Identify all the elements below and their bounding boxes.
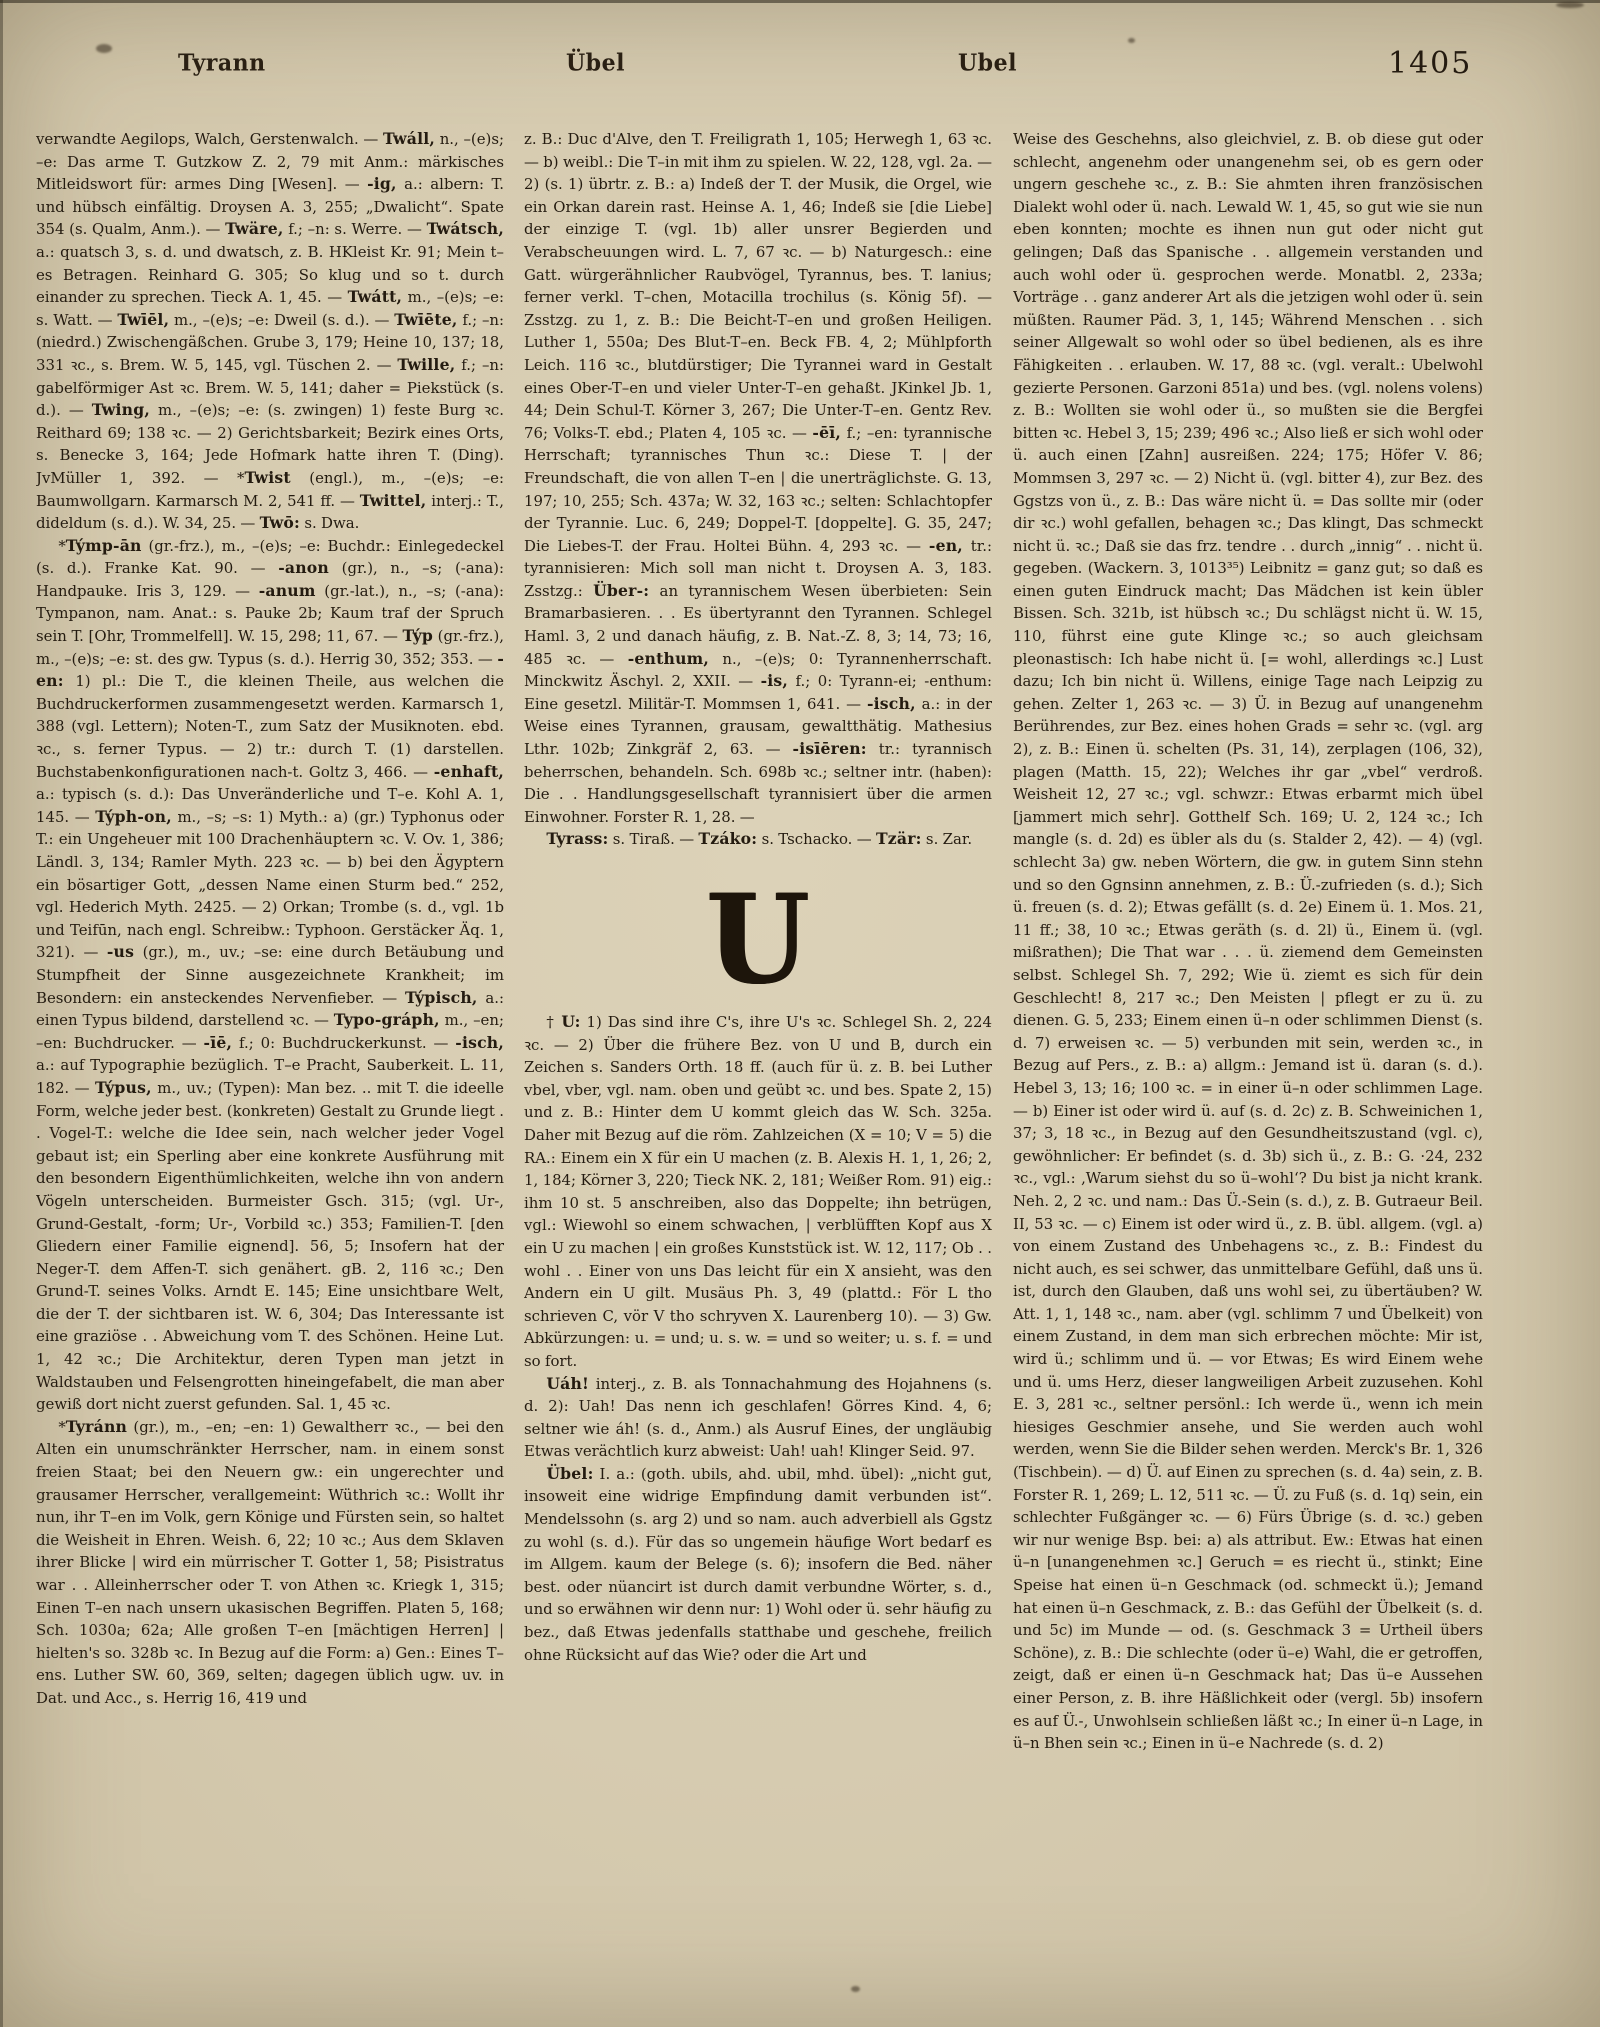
text-run: f.; –n: (niedrd.) Zwischengäßchen. Grube 3, 179; Heine 10, 137; 18, 331 ꝛc., s. Brem. W. 5, 145, vgl. Tüschen 2. — [36,310,504,374]
text-run: n., –(e)s; –e: Das arme T. Gutzkow Z. 2, 79 mit Anm.: märkisches Mitleidswort für: armes Ding [Wesen]. — [36,130,504,194]
headword: Tzáko: [698,829,758,849]
headword: Twátsch, [426,219,504,239]
scan-speck [1556,2,1584,8]
headword: -isch, [455,1032,504,1052]
text-run: interj., z. B. als Tonnachahmung des Hojahnens (s. d. 2): Uah! Das nenn ich geschlafen! Görres Kind. 4, 6; seltner wie áh! (s. d., Anm.) als Ausruf Eines, der ungläubig Etwas verächtlich kurz abweist: Uah! uah! Klinger Seid. 97. [524,1374,992,1461]
text-run: m., –(e)s; –e: s. Watt. — [36,288,504,329]
text-run: m., uv.; (Typen): Man bez. .. mit T. die ideelle Form, welche jeder best. (konkreten) Gestalt zu Grunde liegt . . Vogel-T.: welche die Idee sein, nach welcher jeder Vogel gebaut ist; ein Sperling aber eine konkrete Ausführung mit den besondern Eigenthümlichkeiten, welche ihn von andern Vögeln unterscheiden. Burmeister Gsch. 315; (vgl. Ur-, Grund-Gestalt, -form; Ur-, Vorbild ꝛc.) 353; Familien-T. [den Gliedern einer Familie eignend]. 56, 5; Insofern hat der Neger-T. dem Affen-T. sich genähert. gB. 2, 116 ꝛc.; Den Grund-T. seines Volks. Arndt E. 145; Eine unsichtbare Welt, die der T. der sichtbaren ist. W. 6, 304; Das Interessante ist eine graziöse . . Abweichung vom T. des Schönen. Heine Lut. 1, 42 ꝛc.; Die Architektur, deren Typen man jetzt in Waldstauben und Felsengrotten hineingefabelt, die man aber gewiß dort nicht zuerst gefunden. Sal. 1, 45 ꝛc. [36,1078,504,1414]
headword: Týpisch, [404,987,478,1007]
scan-edge-left [0,0,3,2027]
headword: Übel: [546,1463,594,1483]
text-run: z. B.: Duc d'Alve, den T. Freiligrath 1, 105; Herwegh 1, 63 ꝛc. — b) weibl.: Die T–in mit ihm zu spielen. W. 22, 128, vgl. 2a. — 2) (s. 1) übrtr. z. B.: a) Indeß der T. der Musik, die Orgel, wie ein Orkan darein rast. Heinse A. 1, 46; Indeß sie [die Liebe] der einzige T. (vgl. 1b) aller unsrer Begierden und Verabscheuungen wird. L. 7, 67 ꝛc. — b) Naturgesch.: eine Gatt. würgerähnlicher Raubvögel, Tyrannus, bes. T. lanius; ferner verkl. T–chen, Motacilla trochilus (s. König 5f). — Zsstzg. zu 1, z. B.: Die Beicht-T–en und großen Heiligen. Luther 1, 550a; Des Blut-T–en. Beck FB. 4, 2; Mühlpforth Leich. 116 ꝛc., blutdürstiger; Die Tyrannei ward in Gestalt eines Ober-T–en und vieler Unter-T–en gehaßt. JKinkel Jb. 1, 44; Dein Schul-T. Körner 3, 267; Die Unter-T–en. Gentz Rev. 76; Volks-T. ebd.; Platen 4, 105 ꝛc. — [524,130,992,442]
text-run: m., –s; –s: 1) Myth.: a) (gr.) Typhonus oder T.: ein Ungeheuer mit 100 Drachenhäuptern ꝛc. V. Ov. 1, 386; Ländl. 3, 134; Ramler Myth. 223 ꝛc. — b) bei den Ägyptern ein bösartiger Gott, „dessen Name einen Sturm bed.“ 252, vgl. Hederich Myth. 2425. — 2) Orkan; Trombe (s. d., vgl. 1b und Teifūn, nach engl. Schreibw.: Typhoon. Gerstäcker Äq. 1, 321). — [36,807,504,962]
running-head [0,46,1600,86]
text-run: s. Zar. [921,830,973,849]
text-run: a.: albern: T. und hübsch einfältig. Droysen A. 3, 255; „Dwalicht“. Spate 354 (s. Qualm, Anm.). — [36,175,504,239]
headword: Twáll, [383,129,435,148]
drop-initial-letter: U [706,867,810,1012]
text-run: f.; 0: Buchdruckerkunst. — [232,1033,456,1052]
headword: Twing, [91,400,151,420]
text-run: Weise des Geschehns, also gleichviel, z. B. ob diese gut oder schlecht, angenehm oder unangenehm sei, ob es gern oder ungern geschehe ꝛc., z. B.: Sie ahmten ihren französischen Dialekt wohl oder ü. nach. Lewald W. 1, 45, so gut wie sie nun eben konnten; mochte es ihnen nun gut oder nicht gut gelingen; Daß das Spanische . . allgemein verstanden und auch wohl oder ü. gesprochen werde. Monatbl. 2, 233a; Vorträge . . ganz anderer Art als die jetzigen wohl oder ü. sein müßten. Raumer Päd. 3, 1, 145; Während Menschen . . sich seiner Allgewalt so wohl oder so übel bedienen, als es ihre Fähigkeiten . . erlauben. W. 17, 88 ꝛc. (vgl. veralt.: Ubelwohl gezierte Personen. Garzoni 851a) und bes. (vgl. nolens volens) z. B.: Wollten sie wohl oder ü., so mußten sie die Bergfei bitten ꝛc. Hebel 3, 15; 239; 496 ꝛc.; Also ließ er sich wohl oder ü. auch einen [Zahn] ausreißen. 224; 175; Höfer V. 86; Mommsen 3, 297 ꝛc. — 2) Nicht ü. (vgl. bitter 4), zur Bez. des Ggstzs von ü., z. B.: Das wäre nicht ü. = Das sollte mir (oder dir ꝛc.) wohl gefallen, behagen ꝛc.; Das klingt, Das schmeckt nicht ü. ꝛc.; Daß sie das frz. tendre . . durch „innig“ . . nicht ü. gegeben. (Wackern. 3, 1013³⁵) Leibnitz = ganz gut; so daß es einen guten Eindruck macht; Das Mädchen ist kein übler Bissen. Sch. 321b, ist hübsch ꝛc.; Du schlägst nicht ü. W. 15, 110, führst eine gute Klinge ꝛc.; so auch gleichsam pleonastisch: Ich habe nicht ü. [= wohl, allerdings ꝛc.] Lust dazu; Ich bin nicht ü. Willens, einige Tage nach Leipzig zu gehen. Zelter 1, 263 ꝛc. — 3) Ü. in Bezug auf unangenehm Berührendes, zur Bez. eines hohen Grads = sehr ꝛc. (vgl. arg 2), z. B.: Einen ü. schelten (Ps. 31, 14), zerplagen (106, 32), plagen (Matth. 15, 22); Welches ihr gar „vbel“ verdroß. Weisheit 12, 27 ꝛc.; vgl. schwzr.: Etwas erbarmt mich übel [jammert mich sehr]. Gotthelf Sch. 169; U. 2, 124 ꝛc.; Ich mangle (s. d. 2d) es übler als du (s. Stalder 2, 42). — 4) (vgl. schlecht 3a) gw. neben Wörtern, die gw. in gutem Sinn stehn und so den Ggnsinn annehmen, z. B.: Ü.-zufrieden (s. d.); Sich ü. freuen (s. d. 2); Etwas gefällt (s. d. 2e) Einem ü. 1. Mos. 21, 11 ff.; 38, 10 ꝛc.; Etwas geräth (s. d. 2l) ü., Einem ü. (vgl. mißrathen); Die That war . . . ü. ziemend dem Gemeinsten selbst. Schlegel Sh. 7, 292; Wie ü. ziemt es sich für dein Geschlecht! 8, 217 ꝛc.; Den Meisten | pflegt er zu ü. zu dienen. G. 5, 233; Einem einen ü–n oder schlimmen Dienst (s. d. 7) erweisen ꝛc. — 5) verbunden mit sein, werden ꝛc., in Bezug auf Pers., z. B.: a) allgm.: Jemand ist ü. daran (s. d.). Hebel 3, 13; 16; 100 ꝛc. = in einer ü–n oder schlimmen Lage. — b) Einer ist oder wird ü. auf (s. d. 2c) z. B. Schweinichen 1, 37; 3, 18 ꝛc., in Bezug auf den Gesundheitszustand (vgl. c), gewöhnlicher: Er befindet (s. d. 3b) sich ü., z. B.: G. ·24, 232 ꝛc., vgl.: ‚Warum siehst du so ü–wohl‘? Du bist ja nicht krank. Neh. 2, 2 ꝛc. und nam.: Das Ü.-Sein (s. d.), z. B. Gutraeur Beil. II, 53 ꝛc. — c) Einem ist oder wird ü., z. B. übl. allgem. (vgl. a) von einem Zustand des Unbehagens ꝛc., z. B.: Findest du nicht auch, es sei schwer, das unmittelbare Gefühl, daß uns ü. ist, durch den Glauben, daß uns wohl sei, zu übertäuben? W. Att. 1, 1, 148 ꝛc., nam. aber (vgl. schlimm 7 und Übelkeit) von einem Zustand, in dem man sich erbrechen möchte: Mir ist, wird ü.; schlimm und ü. — vor Etwas; Es wird Einem wehe und ü. ums Herz, dieser langweiligen Arbeit zuzusehen. Kohl E. 3, 281 ꝛc., seltner persönl.: Ich werde ü., wenn ich mein hiesiges Geschmier ansehe, und Sie werden auch wohl werden, wenn Sie die Bilder sehen werden. Merck's Br. 1, 326 (Tischbein). — d) Ü. auf Einen zu sprechen (s. d. 4a) sein, z. B. Forster R. 1, 269; L. 12, 511 ꝛc. — Ü. zu Fuß (s. d. 1q) sein, ein schlechter Fußgänger ꝛc. — 6) Fürs Übrige (s. d. ꝛc.) geben wir nur wenige Bsp. bei: a) als attribut. Ew.: Etwas hat einen ü–n [unangenehmen ꝛc.] Geruch = es riecht ü., stinkt; Eine Speise hat einen ü–n Geschmack (od. schmeckt ü.); Jemand hat einen ü–n Geschmack, z. B.: das Gefühl der Übelkeit (s. d. und 5c) im Munde — od. (s. Geschmack 3 = Urtheil übers Schöne), z. B.: Die schlechte (oder ü–e) Wahl, die er getroffen, zeigt, daß er einen ü–n Geschmack hat; Das ü–e Aussehen einer Person, z. B. ihre Häßlichkeit oder (vergl. 5b) insofern es auf Ü.-, Unwohlsein schließen läßt ꝛc.; In einer ü–n Lage, in ü–n Bhen sein ꝛc.; Einen in ü–e Nachrede (s. d. 2) [1013,130,1483,1753]
entry-paragraph [1013,128,1483,1755]
text-run: an tyrannischem Wesen überbieten: Sein Bramarbasieren. . . Es übertyrannt den Tyrannen. Schlegel Haml. 3, 2 und danach häufig, z. B. Nat.-Z. 8, 3; 14, 73; 16, 485 ꝛc. — [524,581,992,668]
text-run: a.: quatsch 3, s. d. und dwatsch, z. B. HKleist Kr. 91; Mein t–es Betragen. Reinhard G. 305; So klug und so t. durch einander zu sprechen. Tieck A. 1, 45. — [36,242,504,307]
headword: -us [106,942,135,962]
headword: -anum [258,580,316,600]
text-run: * [58,1417,66,1436]
text-run: interj.: T., dideldum (s. d.). W. 34, 25. — [36,491,504,533]
catchword-center: Übel [566,49,625,77]
headword: Twīēte, [394,309,458,329]
headword: Twīēl, [117,309,170,329]
page-number: 1405 [1388,46,1473,81]
entry-paragraph [36,1416,504,1710]
text-run: (gr.), m., –en; –en: 1) Gewaltherr ꝛc., — bei den Alten ein unumschränkter Herrscher, nam. in einem sonst freien Staat; bei den Neuern gw.: ein ungerechter und grausamer Herrscher, verallgemeint: Wüthrich ꝛc.: Wollt ihr nun, ihr T–en im Volk, gern Könige und Fürsten sein, so haltet die Weisheit in Ehren. Weish. 6, 22; 10 ꝛc.; Aus dem Sklaven ihrer Blicke | wird ein mürrischer T. Gotter 1, 58; Pisistratus war . . Alleinherrscher oder T. von Athen ꝛc. Kriegk 1, 315; Einen T–en nach unsern ukasischen Begriffen. Platen 5, 168; Sch. 1030a; 62a; Alle großen T–en [mächtigen Herren] | hielten's so. 328b ꝛc. In Bezug auf die Form: a) Gen.: Eines T–ens. Luther SW. 60, 369, selten; dagegen üblich ugw. uv. in Dat. und Acc., s. Herrig 16, 419 und [36,1417,504,1707]
text-run: (gr.), m., uv.; –se: eine durch Betäubung und Stumpfheit der Sinne ausgezeichnete Krankheit; im Besondern: ein ansteckendes Nervenfieber. — [36,943,504,1007]
headword: -enhaft, [433,761,504,781]
text-run: tr.: tyrannisch beherrschen, behandeln. Sch. 698b ꝛc.; seltner intr. (haben): Die . . Handlungsgesellschaft tyrannisiert über die armen Einwohner. Forster R. 1, 28. — [524,740,992,826]
text-run: s. Tiraß. — [608,830,699,849]
text-run: (gr.-frz.), m., –(e)s; –e: Buchdr.: Einlegedeckel (s. d.). Franke Kat. 90. — [36,536,504,578]
text-run: tr.: tyrannisieren: Mich soll man nicht t. Droysen A. 3, 183. Zsstzg.: [524,536,992,600]
scan-edge-top [0,0,1600,3]
text-run: (gr.-frz.), m., –(e)s; –e: st. des gw. Typus (s. d.). Herrig 30, 352; 353. — [36,627,504,668]
scan-speck [851,1986,860,1992]
text-run: a.: auf Typographie bezüglich. T–e Pracht, Sauberkeit. L. 11, 182. — [36,1056,504,1097]
text-run: f.; –n: gabelförmiger Ast ꝛc. Brem. W. 5, 141; daher = Piekstück (s. d.). — [36,355,504,420]
headword: -ig, [367,174,397,194]
text-run: (gr.-lat.), n., –s; (-ana): Tympanon, nam. Anat.: s. Pauke 2b; Kaum traf der Spruch sein T. [Ohr, Trommelfell]. W. 15, 298; 11, 67. — [36,581,504,646]
text-run: f.; –n: s. Werre. — [283,220,427,239]
text-run: s. Tschacko. — [757,830,876,849]
text-column-2 [524,128,992,1940]
headword: Über-: [593,580,650,600]
entry-paragraph [36,128,504,535]
text-run: f.; –en: tyrannische Herrschaft; tyrannisches Thun ꝛc.: Diese T. | der Freundschaft, die von allen T–en | die unerträglichste. G. 13, 197; 10, 255; Sch. 437a; W. 32, 163 ꝛc.; selten: Schlachtopfer der Tyrannie. Luc. 6, 249; Doppel-T. [doppelte]. G. 35, 247; Die Liebes-T. der Frau. Holtei Bühn. 4, 293 ꝛc. — [524,423,992,555]
entry-paragraph [524,1463,992,1666]
catchword-left: Tyrann [178,49,266,77]
text-run: f.; 0: Tyrann-ei; -enthum: Eine gesetzl. Militär-T. Mommsen 1, 641. — [524,672,992,713]
text-column-1 [36,128,504,1940]
headword: Týp [402,626,434,646]
headword: -anon [278,558,329,578]
headword: -en: [36,648,504,691]
headword: Tyránn [65,1416,128,1436]
headword: Tyrass: [546,829,609,849]
text-run: a.: typisch (s. d.): Das Unveränderliche und T–e. Kohl A. 1, 145. — [36,785,504,826]
text-run: m., –en; –en: Buchdrucker. — [36,1011,504,1052]
text-run: I. a.: (goth. ubils, ahd. ubil, mhd. übel): „nicht gut, insoweit eine widrige Empfindung damit verbunden ist“. Mendelssohn (s. arg 2) und so nam. auch adverbiell als Ggstz zu wohl (s. d.). Für das so ungemein häufige Wort bedarf es im Allgem. kaum der Belege (s. 6); insofern die Bed. näher best. oder nüancirt ist durch damit verbundne Wörter, s. d., und so erwähnen wir denn nur: 1) Wohl oder ü. sehr häufig zu bez., daß Etwas jedenfalls statthabe und geschehe, freilich ohne Rücksicht auf das Wie? oder die Art und [524,1464,992,1664]
entry-paragraph [524,1011,992,1373]
headword: Twittel, [359,490,427,510]
entry-paragraph [524,828,992,851]
text-run: m., –(e)s; –e: (s. zwingen) 1) feste Burg ꝛc. Reithard 69; 138 ꝛc. — 2) Gerichtsbarkeit; Bezirk eines Orts, s. Benecke 3, 164; Jede Hofmark hatte ihren T. (Ding). JvMüller 1, 392. — * [36,401,504,487]
headword: Twō: [259,513,301,533]
headword: -enthum, [627,648,709,668]
text-run: a.: in der Weise eines Tyrannen, grausam, gewaltthätig. Mathesius Lthr. 102b; Zinkgräf 2, 63. — [524,694,992,759]
headword: Twist [244,467,291,487]
section-initial-block [524,867,992,1012]
headword: Twátt, [347,287,403,307]
text-run: * [58,536,66,555]
headword: -īē, [203,1032,233,1052]
text-run: verwandte Aegilops, Walch, Gerstenwalch. — [36,130,383,148]
text-run: (gr.), n., –s; (-ana): Handpauke. Iris 3, 129. — [36,559,504,600]
headword: U: [561,1012,581,1031]
headword: Týpus, [95,1077,152,1097]
headword: Tzär: [875,829,922,849]
headword: -isīēren: [792,739,867,759]
headword: Twille, [397,354,456,374]
headword: -en, [928,535,963,555]
text-column-3 [1013,128,1483,1940]
headword: Twäre, [225,219,284,239]
text-run: (engl.), m., –(e)s; –e: Baumwollgarn. Karmarsch M. 2, 541 ff. — [36,468,504,510]
headword: Uáh! [546,1373,590,1393]
entry-paragraph [36,535,504,1416]
text-run: 1) pl.: Die T., die kleinen Theile, aus welchen die Buchdruckerformen zusammengesetzt werden. Karmarsch 1, 388 (vgl. Lettern); Noten-T., zum Satz der Musiknoten. ebd. ꝛc., s. ferner Typus. — 2) tr.: durch T. (1) darstellen. Buchstabenkonfigurationen nach-t. Goltz 3, 466. — [36,672,504,781]
headword: -is, [760,671,789,691]
headword: -ēī, [812,422,842,442]
entry-paragraph [524,128,992,828]
text-run: 1) Das sind ihre C's, ihre U's ꝛc. Schlegel Sh. 2, 224 ꝛc. — 2) Über die frühere Bez. von U und B, durch ein Zeichen s. Sanders Orth. 18 ff. (auch für ü. z. B. bei Luther vbel, vber, vgl. nam. oben und geübt ꝛc. und bes. Spate 2, 15) und z. B.: Hinter dem U kommt gleich das W. Sch. 325a. Daher mit Bezug auf die röm. Zahlzeichen (X = 10; V = 5) die RA.: Einem ein X für ein U machen (z. B. Alexis H. 1, 1, 26; 2, 1, 184; Körner 3, 220; Tieck NK. 2, 181; Weißer Rom. 91) eig.: ihm 10 st. 5 anschreiben, also das Doppelte; ihn betrügen, vgl.: Wiewohl so einem schwachen, | verblüfften Kopf aus X ein U zu machen | ein großes Kunststück ist. W. 12, 117; Ob . . wohl . . Einer von uns Das leicht für ein X ansieht, was den Andern ein U gilt. Musäus Ph. 3, 49 (plattd.: För L tho schrieven C, vör V tho schryven X. Laurenberg 10). — 3) Gw. Abkürzungen: u. = und; u. s. w. = und so weiter; u. s. f. = und so fort. [524,1013,992,1370]
text-run: n., –(e)s; 0: Tyrannenherrschaft. Minckwitz Äschyl. 2, XXII. — [524,649,992,691]
text-run: † [546,1013,562,1031]
entry-paragraph [524,1373,992,1463]
text-run: s. Dwa. [300,514,360,533]
headword: Typo-gráph, [333,1010,440,1030]
headword: Týph-on, [95,806,172,826]
scan-speck [1128,38,1135,43]
text-run: a.: einen Typus bildend, darstellend ꝛc. — [36,988,504,1030]
headword: Týmp-ān [65,535,142,555]
text-run: m., –(e)s; –e: Dweil (s. d.). — [169,310,395,329]
catchword-right: Ubel [958,49,1017,77]
headword: -isch, [866,693,916,713]
